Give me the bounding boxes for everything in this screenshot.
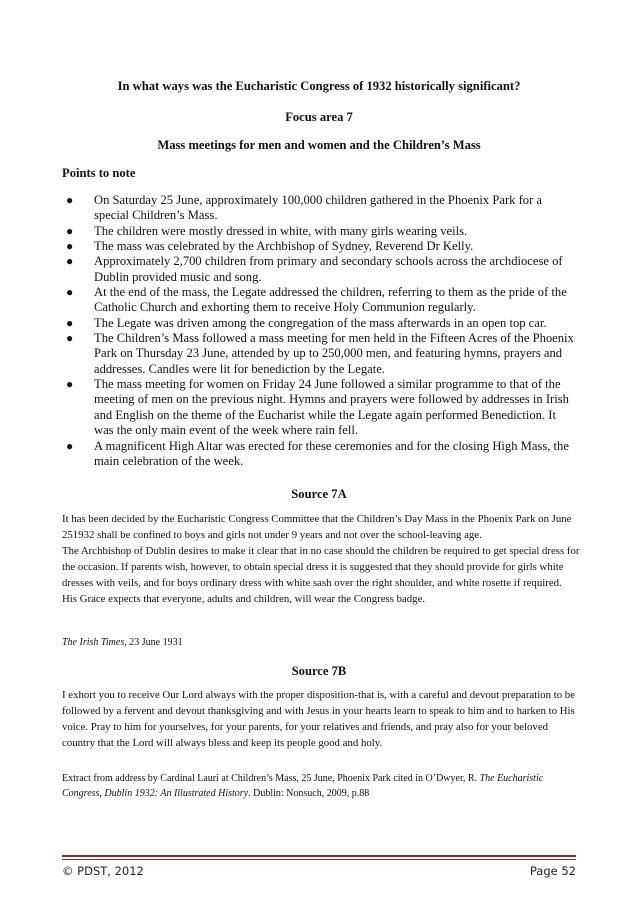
- footer-rule-thin: [62, 859, 576, 860]
- list-item: ● The children were mostly dressed in white, with many girls wearing veils.: [66, 223, 468, 238]
- citation-prefix: Extract from address by Cardinal Lauri at Children’s Mass, 25 June, Phoenix Park cited in O’Dwyer, R.: [62, 773, 480, 784]
- source-7a-paragraph: His Grace expects that everyone, adults and children, will wear the Congress badge.: [62, 592, 426, 605]
- citation-suffix: . Dublin: Nonsuch, 2009, p.88: [248, 787, 370, 799]
- source-7a-body: [62, 512, 582, 607]
- points-heading: Points to note: [62, 166, 136, 180]
- source-7b-heading: Source 7B: [291, 664, 347, 678]
- bullet-icon: ●: [66, 285, 74, 300]
- list-item: ● On Saturday 25 June, approximately 100,000 children gathered in the Phoenix Park for a special Children’s Mass.: [66, 193, 543, 223]
- list-item: ● The Legate was driven among the congregation of the mass afterwards in an open top car.: [66, 315, 547, 330]
- bullet-icon: ●: [66, 438, 74, 453]
- source-7a-paragraph: It has been decided by the Eucharistic Congress Committee that the Children’s Day Mass in the Phoenix Park on June 251932 shall be confined to boys and girls not under 9 years and not over the school-leaving age.: [62, 513, 572, 541]
- footer-copyright: © PDST, 2012: [62, 864, 144, 878]
- page-subtitle: Mass meetings for men and women and the Children’s Mass: [157, 138, 481, 152]
- bullet-icon: ●: [66, 331, 74, 346]
- source-7a-citation: [62, 636, 582, 651]
- focus-area: Focus area 7: [285, 110, 353, 124]
- bullet-icon: ●: [66, 315, 74, 330]
- source-7a-paragraph: The Archbishop of Dublin desires to make it clear that in no case should the children be required to get special dress for the occasion. If parents wish, however, to obtain special dress it is suggested that they should provide for girls white dresses with veils, and for boys ordinary dress with white sash over the right shoulder, and white rosette if required.: [62, 544, 580, 589]
- list-item: ● The mass was celebrated by the Archbishop of Sydney, Reverend Dr Kelly.: [66, 239, 474, 254]
- bullet-icon: ●: [66, 377, 74, 392]
- page-number: Page 52: [529, 864, 576, 878]
- page-question: In what ways was the Eucharistic Congress of 1932 historically significant?: [117, 79, 521, 93]
- list-item: ● The Children’s Mass followed a mass meeting for men held in the Fifteen Acres of the Phoenix Park on Thursday 23 June, attended by up to 250,000 men, and featuring hymns, prayers and addresses. Candles were lit for benediction by the Legate.: [66, 331, 574, 376]
- source-7b-citation: [62, 772, 582, 801]
- source-7b-paragraph: I exhort you to receive Our Lord always with the proper disposition-that is, with a careful and devout preparation to be followed by a fervent and devout thanksgiving and with Jesus in your hearts learn to speak to him and to harken to His voice. Pray to him for yourselves, for your parents, for your relatives and friends, and pray also for your beloved country that the Lord will always bless and keep its people good and holy.: [62, 689, 575, 749]
- list-item: ● The mass meeting for women on Friday 24 June followed a similar programme to that of the meeting of men on the previous night. Hymns and prayers were followed by addresses in Irish and English on the theme of the Eucharist while the Legate again performed Benediction. It was the only main event of the week where rain fell.: [66, 377, 569, 438]
- bullet-icon: ●: [66, 254, 74, 269]
- bullet-icon: ●: [66, 223, 74, 238]
- bullet-icon: ●: [66, 239, 74, 254]
- citation-title: The Eucharistic Congress, Dublin 1932: An Illustrated History: [62, 773, 544, 799]
- bullet-icon: ●: [66, 193, 74, 207]
- source-7a-heading: Source 7A: [291, 487, 347, 501]
- points-list: [62, 193, 576, 469]
- list-item: ● A magnificent High Altar was erected for these ceremonies and for the closing High Mass, the main celebration of the week.: [66, 438, 569, 468]
- footer-rule: [62, 855, 576, 857]
- list-item: ● Approximately 2,700 children from primary and secondary schools across the archdiocese of Dublin provided music and song.: [66, 254, 563, 284]
- source-7b-body: [62, 688, 582, 752]
- citation-title: The Irish Times: [62, 637, 125, 648]
- list-item: ● At the end of the mass, the Legate addressed the children, referring to them as the pride of the Catholic Church and exhorting them to receive Holy Communion regularly.: [66, 285, 567, 315]
- citation-date: , 23 June 1931: [124, 637, 183, 648]
